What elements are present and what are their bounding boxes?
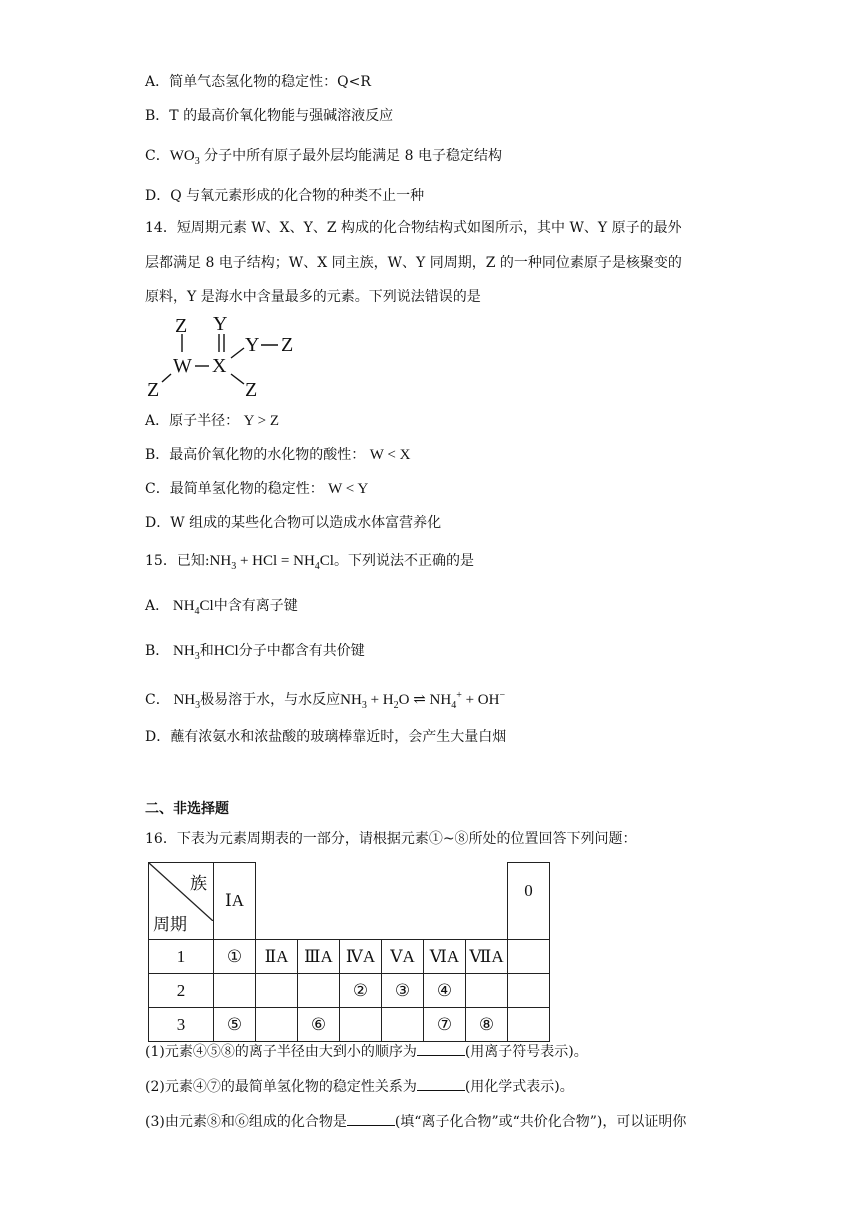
q14-option-a: A．原子半径： Y > Z	[145, 413, 279, 429]
q15-option-c: C． $NH_3$极易溶于水，与水反应$NH_3 + H_2O$ ⇌ $NH_4^+ + OH^-$	[145, 690, 506, 711]
reaction-equation: $NH_3$ + HCl = $NH_4Cl$	[209, 553, 334, 572]
q14-option-b: B．最高价氧化物的水化物的酸性： W < X	[145, 447, 411, 463]
q15-stem: 15．已知$:NH_3$ + HCl = $NH_4Cl$。下列说法不正确的是	[145, 553, 474, 572]
q13-option-d: D．Q 与氧元素形成的化合物的种类不止一种	[145, 188, 425, 204]
group-ia-header: ⅠA	[214, 863, 256, 940]
atom-z-bottom: Z	[245, 379, 258, 401]
ionization-equation: $NH_3 + H_2O$ ⇌ $NH_4^+ + OH^-$	[340, 690, 506, 711]
q15-option-d: D．蘸有浓氨水和浓盐酸的玻璃棒靠近时，会产生大量白烟	[145, 729, 507, 745]
q16-sub1: (1)元素④⑤⑧的离子半径由大到小的顺序为 (用离子符号表示)。	[145, 1041, 588, 1062]
group-0-header: 0	[508, 863, 550, 940]
cell-p2-via: ④	[424, 974, 466, 1008]
structure-formula	[145, 312, 345, 404]
wo3-formula: $WO_3$	[169, 148, 200, 167]
group-iva-header: ⅣA	[340, 940, 382, 974]
cell-p1-0	[508, 940, 550, 974]
cell-p3-iiia: ⑥	[298, 1008, 340, 1042]
cell-p2-ia	[214, 974, 256, 1008]
section-title: 二、非选择题	[145, 801, 229, 817]
q16-sub2: (2)元素④⑦的最简单氢化物的稳定性关系为 (用化学式表示)。	[145, 1076, 574, 1097]
q13-option-b: B．T 的最高价氧化物能与强碱溶液反应	[145, 108, 394, 124]
q14-option-c: C．最简单氢化物的稳定性： W < Y	[145, 481, 369, 497]
cell-p2-va: ③	[382, 974, 424, 1008]
q13-option-c: C．$WO_3$ 分子中所有原子最外层均能满足 8 电子稳定结构	[145, 148, 502, 167]
nh3-formula: $NH_3$	[169, 643, 200, 662]
cell-p3-0	[508, 1008, 550, 1042]
group-viia-header: ⅦA	[466, 940, 508, 974]
corner-cell: 族 周期	[149, 863, 214, 940]
cell-p1-ia: ①	[214, 940, 256, 974]
atom-z-right: Z	[281, 334, 294, 356]
q16-stem: 16．下表为元素周期表的一部分，请根据元素①~⑧所处的位置回答下列问题：	[145, 831, 637, 847]
atom-z-left: Z	[147, 379, 160, 401]
q14-stem-line3: 原料，Y 是海水中含量最多的元素。下列说法错误的是	[145, 289, 481, 305]
cell-p3-iia	[256, 1008, 298, 1042]
cell-p3-via: ⑦	[424, 1008, 466, 1042]
q14-stem-line1: 14．短周期元素 W、X、Y、Z 构成的化合物结构式如图所示，其中 W、Y 原子的最外	[145, 220, 682, 236]
cell-p2-iva: ②	[340, 974, 382, 1008]
cell-p3-iva	[340, 1008, 382, 1042]
atom-w: W	[173, 355, 192, 377]
cell-p2-viia	[466, 974, 508, 1008]
group-via-header: ⅥA	[424, 940, 466, 974]
q14-option-d: D．W 组成的某些化合物可以造成水体富营养化	[145, 515, 442, 531]
cell-p3-ia: ⑤	[214, 1008, 256, 1042]
group-iia-header: ⅡA	[256, 940, 298, 974]
nh3-formula-c: $NH_3$	[169, 692, 201, 711]
cell-p3-va	[382, 1008, 424, 1042]
nh4cl-formula: $NH_4Cl$	[169, 598, 214, 617]
group-va-header: ⅤA	[382, 940, 424, 974]
answer-blank-3[interactable]	[347, 1111, 395, 1126]
group-iiia-header: ⅢA	[298, 940, 340, 974]
q16-sub3: (3)由元素⑧和⑥组成的化合物是 (填“离子化合物”或“共价化合物”)，可以证明你	[145, 1111, 686, 1132]
q13-option-a: A．简单气态氢化物的稳定性：Q<R	[145, 74, 371, 90]
atom-y-top: Y	[213, 313, 228, 335]
cell-p2-0	[508, 974, 550, 1008]
header-gap	[256, 863, 508, 940]
cell-p3-viia: ⑧	[466, 1008, 508, 1042]
q15-option-b: B． $NH_3$和HCl分子中都含有共价键	[145, 643, 365, 662]
period-2-label: 2	[149, 974, 214, 1008]
cell-p2-iia	[256, 974, 298, 1008]
atom-y-right: Y	[245, 334, 260, 356]
cell-p2-iiia	[298, 974, 340, 1008]
q15-option-a: A． $NH_4Cl$中含有离子键	[145, 598, 298, 617]
answer-blank-1[interactable]	[417, 1041, 465, 1056]
q14-stem-line2: 层都满足 8 电子结构；W、X 同主族，W、Y 同周期，Z 的一种同位素原子是核聚变的	[145, 255, 682, 271]
periodic-table	[148, 862, 550, 1042]
answer-blank-2[interactable]	[417, 1076, 465, 1091]
atom-x: X	[212, 355, 227, 377]
period-3-label: 3	[149, 1008, 214, 1042]
period-1-label: 1	[149, 940, 214, 974]
atom-z-top: Z	[175, 315, 188, 337]
